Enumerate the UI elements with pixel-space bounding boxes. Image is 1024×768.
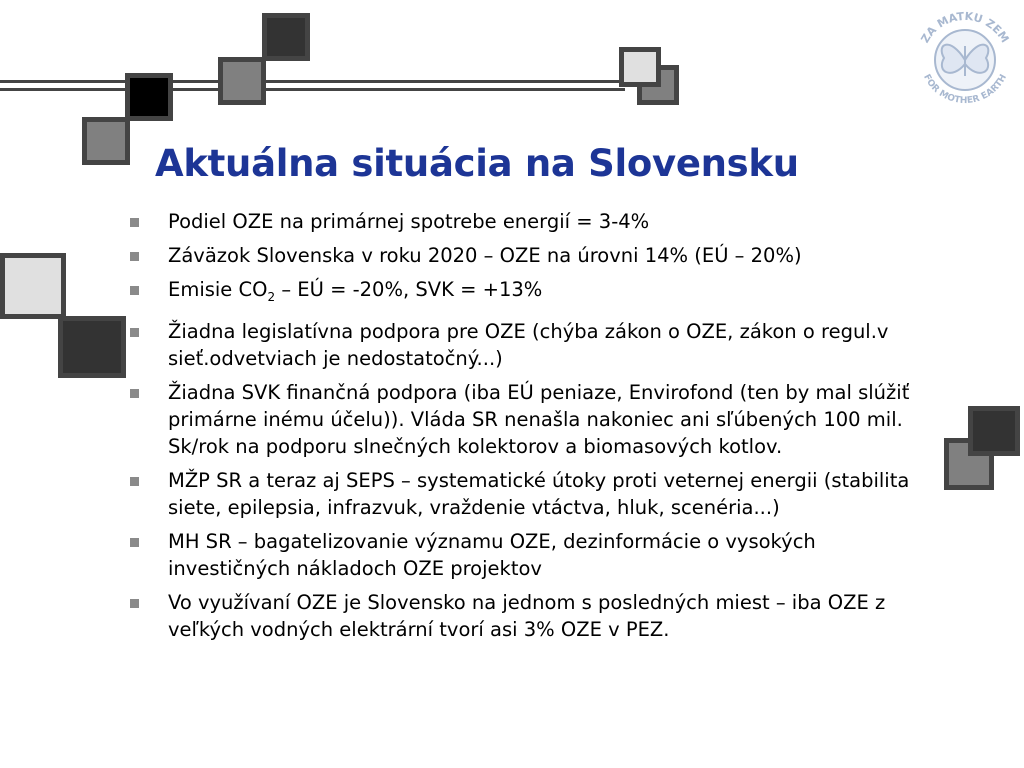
bullet-text: MH SR – bagatelizovanie významu OZE, dezinformácie o vysokých investičných nákladoch OZE projektov — [168, 529, 816, 580]
logo-emblem — [906, 0, 1024, 118]
decor-square — [58, 316, 126, 378]
decor-line — [0, 88, 625, 91]
bullet-item — [130, 242, 930, 269]
logo-top-text: ZA MATKU ZEM — [918, 9, 1012, 46]
bullet-square-icon — [130, 599, 139, 608]
bullet-square-icon — [130, 477, 139, 486]
bullet-square-icon — [130, 252, 139, 261]
bullet-text: Záväzok Slovenska v roku 2020 – OZE na úrovni 14% (EÚ – 20%) — [168, 244, 802, 267]
bullet-item — [130, 589, 930, 643]
decor-square — [0, 253, 66, 319]
decor-square — [262, 13, 310, 61]
bullet-item — [130, 318, 930, 372]
decor-square — [125, 73, 173, 121]
bullet-text: Podiel OZE na primárnej spotrebe energií = 3-4% — [168, 210, 650, 233]
bullet-square-icon — [130, 389, 139, 398]
slide-title: Aktuálna situácia na Slovensku — [155, 142, 799, 185]
decor-line — [0, 80, 625, 83]
decor-square — [619, 47, 661, 87]
decor-square — [968, 406, 1020, 456]
bullet-text: Vo využívaní OZE je Slovensko na jednom s posledných miest – iba OZE z veľkých vodných elektrární tvorí asi 3% OZE v PEZ. — [168, 590, 886, 641]
bullet-square-icon — [130, 328, 139, 337]
decor-square — [218, 57, 266, 105]
bullet-text: MŽP SR a teraz aj SEPS – systematické útoky proti veternej energii (stabilita siete, epilepsia, infrazvuk, vraždenie vtáctva, hluk, scenéria...) — [168, 468, 910, 519]
bullet-item — [130, 276, 930, 311]
bullet-item — [130, 379, 930, 460]
bullet-square-icon — [130, 538, 139, 547]
bullet-item — [130, 208, 930, 235]
bullet-list — [130, 208, 930, 650]
bullet-text: Žiadna legislatívna podpora pre OZE (chýba zákon o OZE, zákon o regul.v sieť.odvetviach je nedostatočný...) — [168, 319, 889, 370]
bullet-text: Žiadna SVK finančná podpora (iba EÚ peniaze, Envirofond (ten by mal slúžiť primárne inému účelu)). Vláda SR nenašla nakoniec ani sľúbených 100 mil. Sk/rok na podporu slnečných kolektorov a biomasových kotlov. — [168, 380, 910, 458]
decor-square — [82, 117, 130, 165]
bullet-item — [130, 467, 930, 521]
bullet-square-icon — [130, 218, 139, 227]
bullet-item — [130, 528, 930, 582]
bullet-square-icon — [130, 286, 139, 295]
bullet-text: Emisie $CO_2$ – EÚ = -20%, SVK = +13% — [168, 278, 543, 304]
logo-bottom-text: FOR MOTHER EARTH — [921, 72, 1009, 107]
